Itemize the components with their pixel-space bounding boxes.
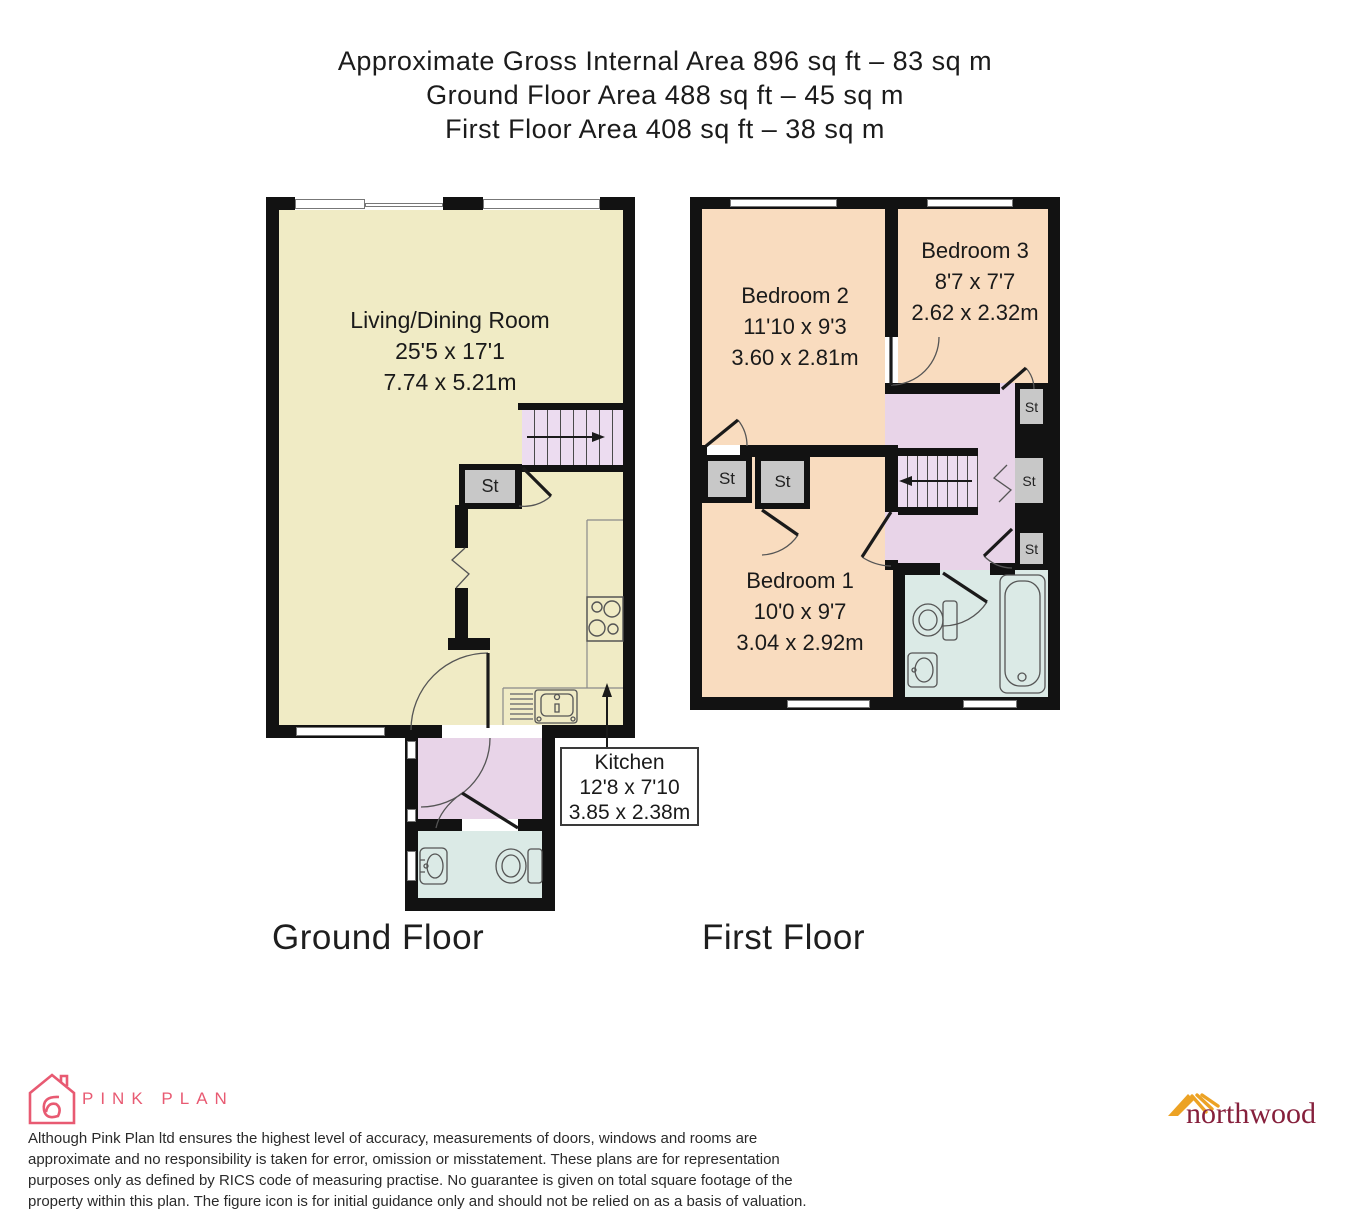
disclaimer-line: Although Pink Plan ltd ensures the highest level of accuracy, measurements of doors, windows and rooms are: [28, 1130, 758, 1147]
stairs-up-arrow: [527, 432, 605, 442]
storage-door-arc: [519, 496, 551, 506]
pink-plan-icon: [28, 1072, 76, 1126]
storage-door-leaf: [523, 468, 551, 496]
room-name: Bedroom 1: [746, 568, 854, 593]
kitchen-callout: [560, 747, 699, 826]
room-size-metric: 7.74 x 5.21m: [383, 369, 517, 395]
storage2-door-leaf: [762, 510, 798, 535]
bathroom-door-arc: [436, 793, 462, 828]
ground-area-line: Ground Floor Area 488 sq ft – 45 sq m: [426, 80, 904, 110]
bathroom-door-leaf: [943, 573, 987, 602]
first-floor-plan: [690, 197, 1060, 710]
area-summary: [0, 44, 1330, 146]
disclaimer-line: purposes only as defined by RICS code of measuring practise. No guarantee is given on total square footage of the: [28, 1172, 793, 1189]
storage-label: St: [481, 476, 499, 496]
room-size-imperial: 10'0 x 9'7: [753, 599, 847, 624]
storage-label: St: [1024, 398, 1039, 415]
kitchen-hall-door-arc: [411, 653, 488, 730]
bathtub-icon: [1000, 575, 1045, 693]
room-size-imperial: 8'7 x 7'7: [934, 269, 1016, 294]
northwood-logo-text: northwood: [1186, 1097, 1316, 1130]
storage2-door-arc: [762, 535, 798, 555]
room-name: Living/Dining Room: [350, 307, 550, 333]
kitchen-sink-icon: [535, 690, 577, 723]
gross-area-line: Approximate Gross Internal Area 896 sq ft – 83 sq m: [337, 46, 993, 76]
room-size-metric: 3.04 x 2.92m: [736, 630, 864, 655]
pink-plan-brand: PINK PLAN: [82, 1089, 234, 1108]
disclaimer-line: property within this plan. The figure icon is for initial guidance only and should not be relied on as a basis of valuation.: [28, 1193, 807, 1210]
room-size-imperial: 11'10 x 9'3: [743, 314, 847, 339]
room-name: Bedroom 3: [921, 238, 1029, 263]
bedroom1-label: [720, 565, 880, 658]
drainer-icon: [510, 694, 533, 719]
ground-floor-title: Ground Floor: [272, 918, 485, 957]
bedroom1-door-leaf: [862, 512, 891, 557]
front-door-arc: [421, 738, 490, 807]
bathroom-door-leaf: [462, 793, 518, 828]
toilet-icon: [913, 601, 957, 640]
first-area-line: First Floor Area 408 sq ft – 38 sq m: [445, 114, 885, 144]
storage-a-door-leaf: [1002, 368, 1026, 389]
storage-label: St: [1022, 472, 1036, 489]
disclaimer-line: approximate and no responsibility is taken for error, omission or misstatement. These plans are for representation: [28, 1151, 780, 1168]
storage-label: St: [774, 472, 791, 491]
room-size-metric: 2.62 x 2.32m: [911, 300, 1039, 325]
storage-c-door-leaf: [984, 529, 1012, 556]
wall-opening-zigzag: [452, 548, 469, 588]
bathroom-sink-icon: [908, 653, 937, 687]
bedroom2-door-leaf: [706, 420, 738, 446]
storage-a-door-arc: [1026, 368, 1034, 389]
room-name: Bedroom 2: [741, 283, 849, 308]
room-name: Kitchen: [594, 751, 665, 774]
first-floor-title: First Floor: [702, 918, 865, 957]
room-size-metric: 3.85 x 2.38m: [568, 801, 691, 824]
stove-icon: [587, 597, 623, 641]
storage-label: St: [718, 469, 736, 488]
disclaimer: [28, 1128, 807, 1212]
bathroom-sink-icon: [420, 848, 447, 884]
bedroom3-door-arc: [891, 337, 939, 385]
living-dining-label: [330, 305, 570, 398]
ground-floor-plan: [266, 197, 696, 987]
bedroom2-door-arc: [738, 420, 747, 446]
bedroom2-label: [715, 280, 875, 373]
wall-opening-zigzag: [994, 465, 1011, 502]
kitchen-callout-arrow: [602, 683, 612, 747]
toilet-icon: [496, 849, 542, 883]
bathroom-door-arc: [943, 602, 987, 626]
room-size-metric: 3.60 x 2.81m: [731, 345, 859, 370]
storage-label: St: [1024, 540, 1039, 557]
room-size-imperial: 25'5 x 17'1: [395, 338, 505, 364]
room-size-imperial: 12'8 x 7'10: [579, 776, 680, 799]
stairs-down-arrow: [899, 476, 972, 486]
storage-c-door-arc: [984, 556, 1012, 568]
bedroom3-label: [895, 235, 1055, 328]
